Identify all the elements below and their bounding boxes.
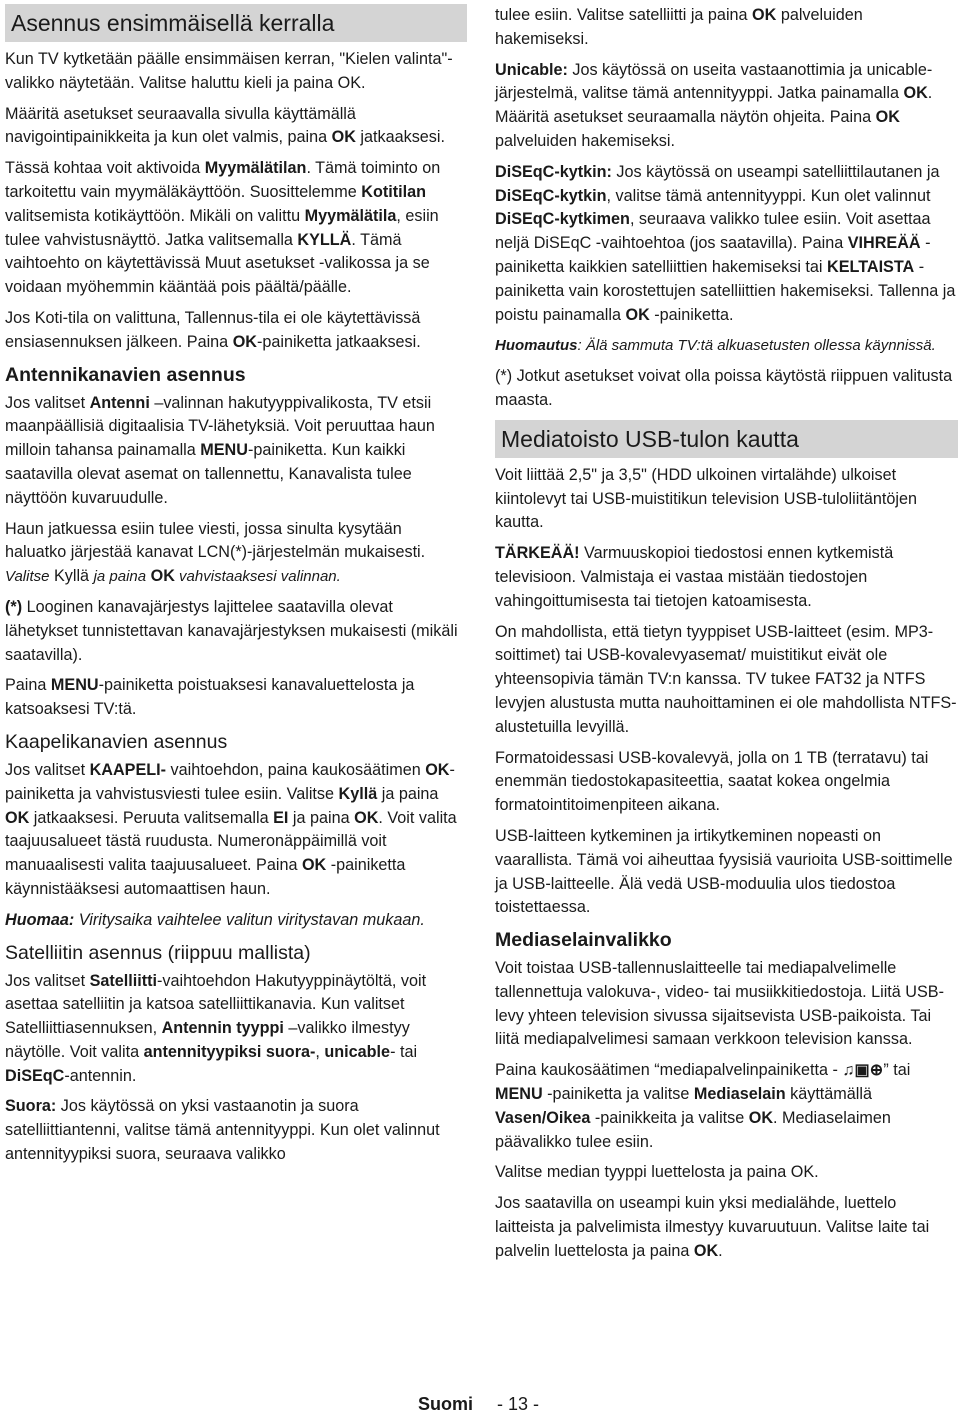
text: Kun TV kytketään päälle ensimmäisen kerran, "Kielen valinta"-valikko näytetään. Valitse haluttu kieli ja paina OK. <box>5 50 453 92</box>
page-footer <box>0 1392 960 1418</box>
text: , valitse tämä antennityyppi. Kun olet valinnut <box>606 186 931 205</box>
bold-text: KAAPELI- <box>89 760 167 779</box>
text: -painiketta ja valitse <box>542 1085 694 1104</box>
text: Varmuuskopioi tiedostosi ennen kytkemistä televisioon. Valmistaja ei vastaa mistään tiedostojen vahingoittumisesta tai tietojen katoamisesta. <box>495 544 894 610</box>
section-title-usb: Mediatoisto USB-tulon kautta <box>495 420 958 458</box>
bold-text: OK <box>301 856 327 875</box>
paragraph-home-mode <box>5 307 467 355</box>
text: jatkaaksesi. Peruuta valitsemalla <box>29 808 274 827</box>
paragraph-notice <box>495 334 958 358</box>
page-number: - 13 - <box>497 1394 540 1414</box>
bold-text: EI <box>273 808 289 827</box>
text: käyttämällä <box>785 1085 872 1104</box>
paragraph-media-source <box>495 1192 958 1263</box>
bold-text: OK <box>425 760 450 779</box>
bold-text: Suora: <box>5 1097 57 1116</box>
paragraph-media-open <box>495 1059 958 1154</box>
text: Määritä asetukset seuraavalla sivulla käyttämällä navigointipainikkeita ja kun olet valmis, paina <box>5 104 356 147</box>
text: valitsemista kotikäyttöön. Mikäli on valittu <box>5 206 305 225</box>
right-column <box>495 4 958 1271</box>
paragraph-country-note <box>495 365 958 413</box>
text: . Tämä vaihtoehto on käytettävissä Muut asetukset -valikossa ja se voidaan myöhemmin kääntää pois päältä/päälle. <box>5 230 430 297</box>
text: palveluiden hakemiseksi. <box>495 6 863 48</box>
bold-text: OK <box>331 128 356 147</box>
text: Jos saatavilla on useampi kuin yksi medialähde, luettelo laitteista ja palvelimista ilmestyy kuvaruutuun. Valitse laite tai palvelin luettelosta ja paina <box>495 1194 930 1260</box>
italic-text: : Älä sammuta TV:tä alkuasetusten ollessa käynnissä. <box>577 337 936 355</box>
italic-text: vahvistaaksesi valinnan. <box>174 568 341 586</box>
text: -vaihtoehdon Hakutyyppinäytöltä, voit asettaa satelliitin ja katsoa satelliittikanavia. Kun valitset Satelliittiasennuksen, <box>5 971 427 1038</box>
text: Jos käytössä on yksi vastaanotin ja suora satelliittiantenni, valitse tämä antennityyppi. Kun olet valinnut antennityypiksi suora, seuraava valikko <box>5 1097 440 1164</box>
text: Jos valitset <box>5 760 90 779</box>
bold-text: Mediaselain <box>693 1085 786 1104</box>
bold-text: MENU <box>200 441 248 460</box>
text: -painiketta. Kun kaikki saatavilla olevat asemat on tallennettu, Kanavalista tulee näyttöön kuvaruudulle. <box>5 441 412 507</box>
paragraph-satellite <box>5 970 467 1089</box>
text: ja paina <box>377 784 439 803</box>
text: - tai <box>390 1042 418 1061</box>
bold-text: Satelliitti <box>89 971 158 990</box>
text: -antennin. <box>64 1066 137 1085</box>
text: USB-laitteen kytkeminen ja irtikytkeminen nopeasti on vaarallista. Tämä voi aiheuttaa fyysisiä vaurioita USB-soittimelle ja USB-laitteelle. Älä vedä USB-moduulia ulos tiedostoa toistettaessa. <box>495 826 953 917</box>
paragraph-media-type <box>495 1161 958 1185</box>
bold-text: OK <box>625 305 650 324</box>
paragraph-store-mode <box>5 157 467 300</box>
text: Jos käytössä on useampi satelliittilautanen ja <box>611 162 940 181</box>
bold-text: Myymälätila <box>304 206 397 225</box>
paragraph-cable <box>5 759 467 902</box>
bold-text: OK <box>354 808 379 827</box>
text: . Voit valita taajuusalueet tästä ruudusta. Numeronäppäimillä voit manuaalisesti valita taajuusalueet. Paina <box>5 808 457 875</box>
text: Jos Koti-tila on valittuna, Tallennus-tila ei ole käytettävissä ensiasennuksen jälkeen. Paina <box>5 308 421 351</box>
bold-text: OK <box>5 808 30 827</box>
text: Paina kaukosäätimen “mediapalvelinpainiketta - <box>495 1061 843 1080</box>
bold-text: Huomautus <box>495 337 578 355</box>
italic-text: ja paina <box>93 568 147 586</box>
text: Jos käytössä on useita vastaanottimia ja unicable-järjestelmä, valitse tämä antennityyppi. Jatka painamalla <box>495 60 933 103</box>
text: (*) Jotkut asetukset voivat olla poissa käytöstä riippuen valitusta maasta. <box>495 367 953 409</box>
paragraph-media-play <box>495 957 958 1052</box>
bold-text: VIHREÄÄ <box>847 234 921 253</box>
text: . Mediaselaimen päävalikko tulee esiin. <box>495 1108 891 1151</box>
bold-text: DiSEqC-kytkimen <box>495 210 630 229</box>
paragraph-language <box>5 48 467 96</box>
paragraph-usb-connect <box>495 464 958 535</box>
text: -painiketta kaikkien satelliittien hakemiseksi tai <box>495 234 931 276</box>
heading-cable: Kaapelikanavien asennus <box>5 730 228 753</box>
bold-text: OK <box>903 84 928 103</box>
paragraph-diseqc <box>495 161 958 328</box>
text: jatkaaksesi. <box>355 128 445 147</box>
bold-text: OK <box>693 1241 719 1260</box>
paragraph-cable-note <box>5 909 467 933</box>
paragraph-lcn <box>5 518 467 589</box>
text: Jos valitset <box>5 971 90 990</box>
bold-text: Unicable: <box>495 60 568 79</box>
text: ” tai <box>883 1061 911 1080</box>
bold-text: OK <box>752 6 777 24</box>
bold-text: (*) <box>5 597 23 616</box>
heading-satellite: Satelliitin asennus (riippuu mallista) <box>5 941 311 964</box>
text: -painiketta jatkaaksesi. <box>256 332 421 351</box>
bold-text: DiSEqC-kytkin: <box>495 162 612 181</box>
bold-text: TÄRKEÄÄ! <box>495 544 580 563</box>
paragraph-usb-compat <box>495 621 958 740</box>
bold-text: Vasen/Oikea <box>495 1108 591 1127</box>
paragraph-unicable <box>495 59 958 154</box>
paragraph-antenna-search <box>5 392 467 511</box>
text: palveluiden hakemiseksi. <box>495 131 675 150</box>
bold-text: OK <box>232 332 257 351</box>
text: Kyllä <box>49 567 94 586</box>
text: Paina <box>5 676 51 695</box>
section-title-first-install: Asennus ensimmäisellä kerralla <box>5 4 467 42</box>
text: -painiketta käynnistääksesi automaattisen haun. <box>5 856 406 898</box>
paragraph-direct-cont <box>495 4 958 52</box>
text: vaihtoehdon, paina kaukosäätimen <box>166 760 426 779</box>
text: . Tämä toiminto on tarkoitettu vain myymäläkäyttöön. Suosittelemme <box>5 159 441 201</box>
bold-text: antennityypiksi suora- <box>143 1042 316 1061</box>
heading-media-browser: Mediaselainvalikko <box>495 929 672 952</box>
bold-text: KELTAISTA <box>827 257 915 276</box>
paragraph-lcn-note <box>5 596 467 667</box>
heading-antenna: Antennikanavien asennus <box>5 363 246 386</box>
text: -painiketta. <box>649 305 734 324</box>
text: . Määritä asetukset seuraamalla näytön ohjeita. Paina <box>495 84 933 127</box>
text: , <box>315 1042 325 1061</box>
footer-language: Suomi <box>418 1394 474 1414</box>
bold-text: Antennin tyyppi <box>161 1019 284 1038</box>
bold-text: OK <box>748 1108 774 1127</box>
text: –valinnan hakutyyppivalikosta, TV etsii maanpäällisiä digitaalisia TV-lähetyksiä. Voit peruuttaa haun milloin tahansa painamalla <box>5 393 435 460</box>
paragraph-direct <box>5 1095 467 1166</box>
text: -painiketta poistuaksesi kanavaluettelosta ja katsoaksesi TV:tä. <box>5 676 415 719</box>
bold-text: MENU <box>50 676 99 695</box>
paragraph-usb-format <box>495 747 958 818</box>
paragraph-usb-danger <box>495 825 958 920</box>
text: , seuraava valikko tulee esiin. Voit asettaa neljä DiSEqC -vaihtoehtoa (jos saatavilla). Paina <box>495 210 931 253</box>
text: Looginen kanavajärjestys lajittelee saatavilla olevat lähetykset tunnistettavan kanavajärjestyksen mukaisesti (mikäli saatavilla). <box>5 597 458 664</box>
bold-text: Huomaa: <box>5 910 75 929</box>
bold-text: OK <box>146 567 175 586</box>
italic-text: Valitse <box>5 568 50 586</box>
left-column <box>5 4 467 1174</box>
bold-text: KYLLÄ <box>297 230 352 249</box>
text: Jos valitset <box>5 393 90 412</box>
text: . <box>718 1241 723 1260</box>
text: Voit liittää 2,5" ja 3,5" (HDD ulkoinen virtalähde) ulkoiset kiintolevyt tai USB-muistitikun television USB-tuloliitäntöjen kautta. <box>495 465 917 532</box>
bold-text: Kotitilan <box>361 182 427 201</box>
bold-text: Kyllä <box>338 784 378 803</box>
text: -painiketta ja vahvistusviesti tulee esiin. Valitse <box>5 760 455 803</box>
media-server-icon: ♫▣⊕ <box>842 1061 884 1080</box>
text: , esiin tulee vahvistusnäyttö. Jatka valitsemalla <box>5 206 439 249</box>
text: -painikkeita ja valitse <box>590 1108 749 1127</box>
italic-text: Viritysaika vaihtelee valitun viritystavan mukaan. <box>74 910 425 929</box>
bold-text: Antenni <box>89 393 150 412</box>
text: Formatoidessasi USB-kovalevyä, jolla on 1 TB (terratavu) tai enemmän tiedostokapasiteettia, saatat kokea ongelmia formatointitoimenpiteen aikana. <box>495 748 929 815</box>
text: –valikko ilmestyy näytölle. Voit valita <box>5 1019 410 1061</box>
text: Voit toistaa USB-tallennuslaitteelle tai mediapalvelimelle tallennettuja valokuva-, video- tai musiikkitiedostoja. Liitä USB-levy yhteen television sivussa sijaitsevista USB-paikoista. Tai liitä mediapalvelimesi samaan verkkoon television kanssa. <box>495 959 944 1049</box>
text: ja paina <box>288 808 355 827</box>
bold-text: unicable <box>324 1042 391 1061</box>
paragraph-usb-important <box>495 542 958 613</box>
paragraph-navigation <box>5 103 467 151</box>
bold-text: OK <box>875 108 900 127</box>
paragraph-menu-exit <box>5 674 467 722</box>
bold-text: Myymälätilan <box>204 159 307 178</box>
text: -painiketta vain korostettujen satelliittien hakemiseksi. Tallenna ja poistu painamalla <box>495 257 956 324</box>
text: Tässä kohtaa voit aktivoida <box>5 159 205 178</box>
bold-text: MENU <box>495 1085 543 1104</box>
text: On mahdollista, että tietyn tyyppiset USB-laitteet (esim. MP3-soittimet) tai USB-kovalevyasemat/ muistitikut eivät ole yhteensopivia tämän TV:n kanssa. TV tukee FAT32 ja NTFS levyjen alustusta mutta nauhoittaminen ei ole mahdollista NTFS-alustetuilla levyillä. <box>495 622 957 736</box>
text: Valitse median tyyppi luettelosta ja paina OK. <box>495 1163 819 1182</box>
bold-text: DiSEqC-kytkin <box>495 186 607 205</box>
text: Haun jatkuessa esiin tulee viesti, jossa sinulta kysytään haluatko järjestää kanavat LCN(*)-järjestelmän mukaisesti. <box>5 519 426 562</box>
bold-text: DiSEqC <box>5 1066 65 1085</box>
text: tulee esiin. Valitse satelliitti ja paina <box>495 6 753 24</box>
